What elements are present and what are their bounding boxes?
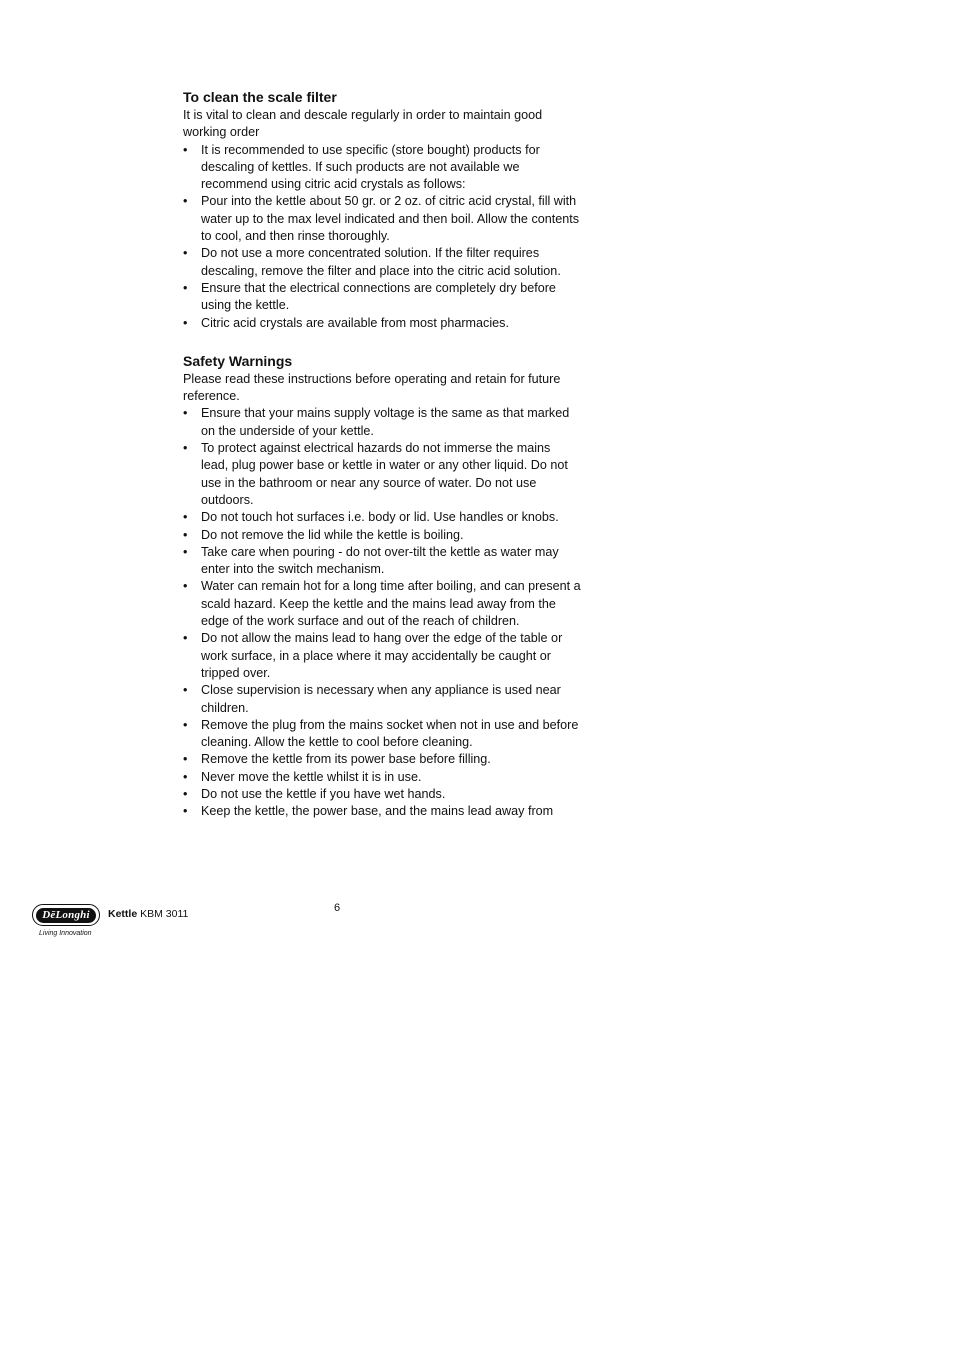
list-item: • Do not touch hot surfaces i.e. body or lid. Use handles or knobs. — [183, 509, 581, 526]
product-model — [108, 908, 188, 920]
list-item: • Ensure that the electrical connections are completely dry before using the kettle. — [183, 280, 581, 315]
section-intro-safety-warnings: Please read these instructions before operating and retain for future reference. — [183, 371, 561, 404]
list-item: • Remove the plug from the mains socket when not in use and before cleaning. Allow the kettle to cool before cleaning. — [183, 717, 581, 752]
list-item: • Do not use the kettle if you have wet hands. — [183, 786, 581, 803]
brand-logo-wordmark: DēLonghi — [36, 908, 96, 923]
section-heading-scale-filter: To clean the scale filter — [183, 89, 337, 105]
list-item: • Take care when pouring - do not over-tilt the kettle as water may enter into the switch mechanism. — [183, 544, 581, 579]
bullet-list-safety-warnings — [183, 405, 581, 820]
list-item: • Close supervision is necessary when any appliance is used near children. — [183, 682, 581, 717]
content-column — [183, 88, 581, 821]
list-item: • Do not use a more concentrated solution. If the filter requires descaling, remove the filter and place into the citric acid solution. — [183, 245, 581, 280]
list-item: • To protect against electrical hazards do not immerse the mains lead, plug power base or kettle in water or any other liquid. Do not use in the bathroom or near any source of water. Do not use outdoors. — [183, 440, 581, 509]
bullet-list-scale-filter — [183, 142, 581, 332]
list-item: • Ensure that your mains supply voltage is the same as that marked on the underside of your kettle. — [183, 405, 581, 440]
list-item: • Remove the kettle from its power base before filling. — [183, 751, 581, 768]
list-item: • Water can remain hot for a long time after boiling, and can present a scald hazard. Keep the kettle and the mains lead away from the edge of the work surface and out of the reach of children. — [183, 578, 581, 630]
brand-logo — [32, 904, 100, 926]
list-item: • It is recommended to use specific (store bought) products for descaling of kettles. If such products are not available we recommend using citric acid crystals as follows: — [183, 142, 581, 194]
list-item: • Keep the kettle, the power base, and the mains lead away from — [183, 803, 581, 820]
brand-tagline: Living Innovation — [39, 930, 92, 937]
list-item: • Never move the kettle whilst it is in use. — [183, 769, 581, 786]
section-heading-safety-warnings: Safety Warnings — [183, 352, 293, 369]
page-number: 6 — [334, 902, 341, 914]
section-intro-scale-filter: It is vital to clean and descale regularly in order to maintain good working order — [183, 108, 543, 140]
list-item: • Citric acid crystals are available from most pharmacies. — [183, 315, 581, 332]
product-name: Kettle — [108, 908, 138, 920]
list-item: • Pour into the kettle about 50 gr. or 2 oz. of citric acid crystal, fill with water up to the max level indicated and then boil. Allow the contents to cool, and then rinse thoroughly. — [183, 193, 581, 245]
list-item: • Do not remove the lid while the kettle is boiling. — [183, 527, 581, 544]
list-item: • Do not allow the mains lead to hang over the edge of the table or work surface, in a place where it may accidentally be caught or tripped over. — [183, 630, 581, 682]
model-number: KBM 3011 — [140, 908, 189, 920]
